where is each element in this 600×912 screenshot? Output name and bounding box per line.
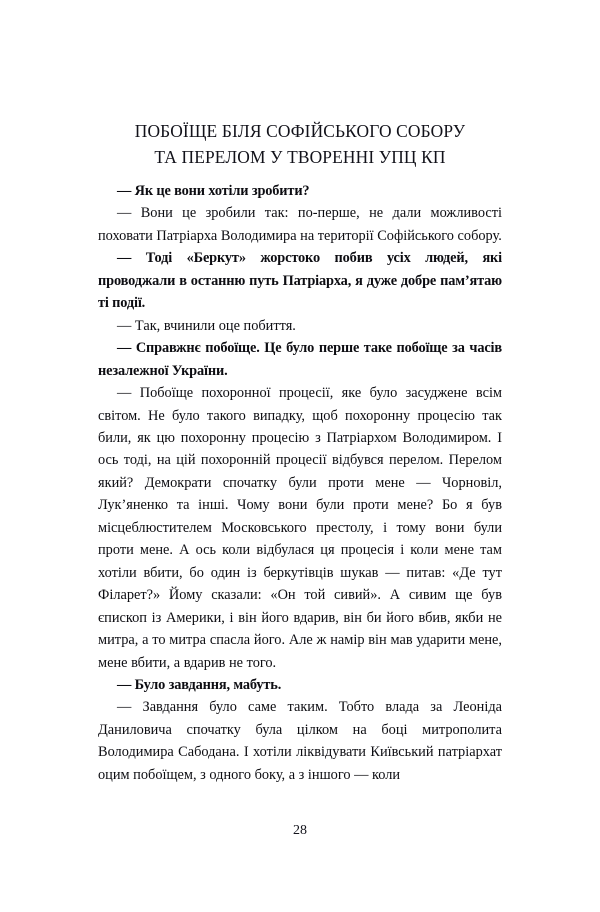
- body-text: [98, 180, 502, 786]
- paragraph-question: — Було завдання, мабуть.: [117, 676, 282, 693]
- paragraph-answer: — Завдання було саме таким. Тобто влада за Леоніда Даниловича спочатку була цілком на боці митрополита Володимира Сабодана. І хотіли ліквідувати Київський патріархат оцим побоїщем, з одного боку, а з іншого — коли: [98, 699, 502, 783]
- chapter-title-line-1: ПОБОЇЩЕ БІЛЯ СОФІЙСЬКОГО СОБОРУ: [134, 120, 466, 141]
- paragraph-question: — Як це вони хотіли зробити?: [117, 183, 310, 199]
- chapter-title: [72, 118, 528, 170]
- paragraph-question: — Справжнє побоїще. Це було перше таке побоїще за часів незалежної України.: [98, 340, 502, 379]
- chapter-title-line-2: ТА ПЕРЕЛОМ У ТВОРЕННІ УПЦ КП: [154, 146, 446, 167]
- page-number: 28: [293, 823, 307, 838]
- paragraph-answer: — Вони це зробили так: по-перше, не дали можливості поховати Патріарха Володимира на території Софійського собору.: [98, 205, 502, 244]
- paragraph-answer: — Побоїще похоронної процесії, яке було засуджене всім світом. Не було такого випадку, щоб похоронну процесію так били, як цю похоронну процесію з Патріархом Володимиром. І ось тоді, на цій похоронній процесії відбувся перелом. Перелом який? Демократи спочатку були проти мене — Чорновіл, Лук’яненко та інші. Чому вони були проти мене? Бо я був місцеблюстителем Московського престолу, і тому вони були проти мене. А ось коли відбулася ця процесія і коли мене там хотіли вбити, бо один із беркутівців шукав — питав: «Де тут Філарет?» Йому сказали: «Он той сивий». А сивим ще був єпископ із Америки, і він його вдарив, він би його вбив, якби не митра, а то митра спасла його. Але ж намір він мав ударити мене, мене вбити, а вдарив не того.: [98, 385, 502, 671]
- paragraph-answer: — Так, вчинили оце побиття.: [117, 317, 296, 334]
- paragraph-question: — Тоді «Беркут» жорстоко побив усіх людей, які проводжали в останню путь Патріарха, я дуже добре пам’ятаю ті події.: [98, 250, 502, 312]
